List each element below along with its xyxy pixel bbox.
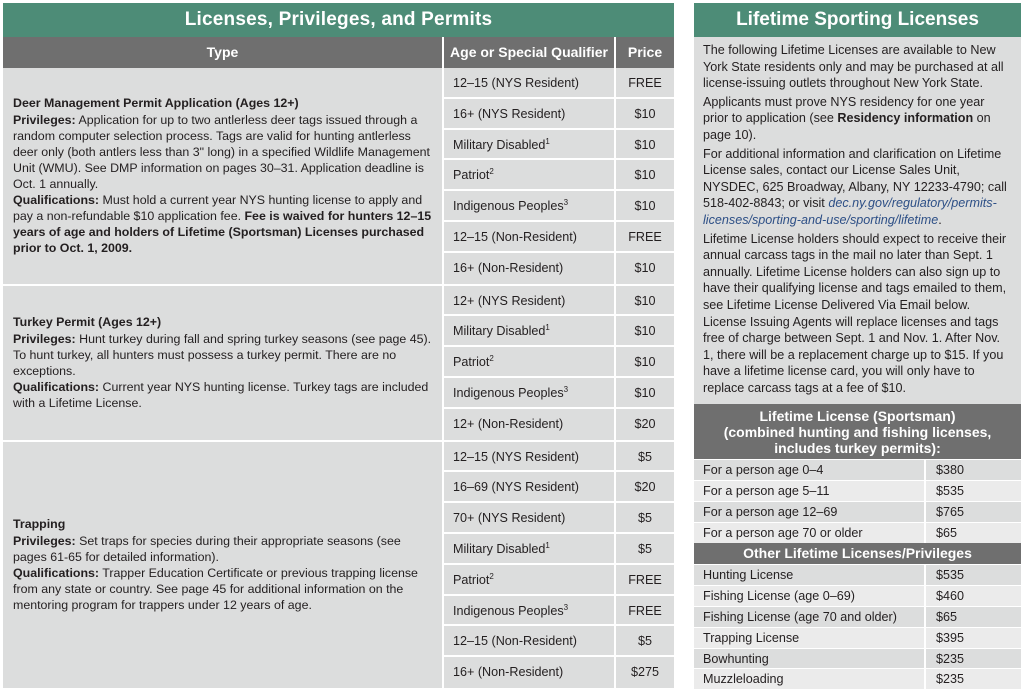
license-label: For a person age 12–69 [694,502,926,522]
table-row [444,378,674,409]
footnote-marker: 1 [545,540,550,550]
other-licenses-header: Other Lifetime Licenses/Privileges [694,543,1021,564]
table-row [444,99,674,130]
footnote-marker: 2 [489,167,494,177]
price: $20 [634,480,656,495]
price: FREE [628,76,662,90]
table-row [444,534,674,565]
price: $5 [637,634,652,649]
age-qualifier: 12–15 (NYS Resident) [444,442,616,471]
list-item [694,459,1021,480]
table-row [444,160,674,191]
sportsman-price-list [694,459,1021,543]
footnote-marker: 3 [563,198,569,207]
age-qualifier: Indigenous Peoples$^3$ [444,378,616,407]
info-paragraph-contact: For additional information and clarification on Lifetime License sales, contact our License Sales Unit, NYSDEC, 625 Broadway, Albany, NY 12233-4790; call 518-402-8843; or visit dec.ny.gov/regulatory/permits-licenses/sporting-and-use/sporting/lifetime. [703,146,1007,227]
license-price: $380 [936,463,965,478]
age-qualifier: Patriot$^2$ [444,565,616,594]
age-qualifier: 12+ (NYS Resident) [444,286,616,315]
table-row [444,130,674,161]
lifetime-info-text [694,37,1021,404]
price: FREE [628,229,662,244]
price: $10 [634,293,656,308]
age-qualifier: 16+ (Non-Resident) [444,657,616,688]
qualifier-rows [444,442,674,688]
license-name: Turkey Permit (Ages 12+) [13,315,162,330]
license-name: Deer Management Permit Application (Ages 12+) [13,96,299,111]
license-qualifications: Qualifications: Must hold a current year NYS hunting license to apply and pay a non-refundable $10 application fee. Fee is waived for hunters 12–15 years of age and holders of Lifetime (Sportsman) Licenses purchased prior to Oct. 1, 2009. [13,193,432,256]
age-qualifier: Military Disabled$^1$ [444,130,616,159]
age-qualifier: 70+ (NYS Resident) [444,503,616,532]
sportsman-license-header: Lifetime License (Sportsman) (combined hunting and fishing licenses, includes turkey permits): [694,404,1021,459]
price: $5 [637,541,652,556]
license-qualifications: Qualifications: Current year NYS hunting license. Turkey tags are included with a Lifetime License. [13,380,429,411]
list-item [694,648,1021,669]
license-price: $65 [936,609,958,624]
license-price: $65 [936,526,958,541]
price: $10 [634,355,656,370]
lifetime-licenses-panel [694,3,1021,689]
license-label: Muzzleloading [694,669,926,689]
age-qualifier: 16–69 (NYS Resident) [444,472,616,501]
licenses-table-panel [3,3,674,688]
price: $20 [634,416,656,431]
table-row [444,657,674,688]
list-item [694,480,1021,501]
table-row [444,68,674,99]
license-description [3,68,444,284]
info-paragraph-residency: Applicants must prove NYS residency for one year prior to application (see Residency information on page 10). [703,94,991,142]
table-row [444,442,674,473]
age-qualifier: 12–15 (Non-Resident) [444,626,616,655]
age-qualifier: Indigenous Peoples$^3$ [444,596,616,625]
list-item [694,501,1021,522]
licenses-table-header [3,37,674,68]
table-row [444,503,674,534]
age-qualifier: 12–15 (NYS Resident) [444,68,616,97]
license-privileges: Privileges: Set traps for species during their appropriate seasons (see pages 61-65 for detailed information). [13,534,401,565]
list-item [694,668,1021,689]
price: $5 [637,449,652,464]
info-paragraph-availability: The following Lifetime Licenses are available to New York State residents only and may be purchased at all license-issuing outlets throughout New York State. [703,43,1004,91]
license-price: $535 [936,484,965,499]
price: $5 [637,511,652,526]
residency-info-ref: Residency information [837,111,974,126]
qualifier-rows [444,68,674,284]
license-label: For a person age 0–4 [694,460,926,480]
table-row [444,191,674,222]
footnote-marker: 2 [489,353,494,363]
table-row [444,565,674,596]
price: FREE [628,572,662,587]
license-label: Fishing License (age 0–69) [694,586,926,606]
column-header-price: Price [627,44,663,60]
column-header-age: Age or Special Qualifier [444,37,616,68]
info-paragraph-tags: Lifetime License holders should expect to receive their annual carcass tags in the mail no later than Sept. 1 annually. Lifetime License holders can also sign up to have their qualifying license and tags emailed to them, see Lifetime License Delivered Via Email below. License Issuing Agents will replace licenses and tags free of charge between Sept. 1 and Nov. 1. After Nov. 1, there will be a replacement charge up to $15. If you have a lifetime license card, you will only have to replace carcass tags at a fee of $10. [703,231,1007,395]
license-group [3,284,674,440]
license-label: Bowhunting [694,649,926,669]
license-price: $535 [936,568,965,583]
license-qualifications: Qualifications: Trapper Education Certificate or previous trapping license from any state or country. See page 45 for additional information on the mentoring program for trappers under 12 years of age. [13,566,418,613]
price: $10 [634,260,656,275]
footnote-marker: 3 [563,384,569,394]
license-group [3,68,674,284]
price: $10 [634,199,656,214]
license-price: $765 [936,505,965,520]
table-row [444,596,674,627]
licenses-table-title: Licenses, Privileges, and Permits [3,3,674,37]
table-row [444,316,674,347]
license-label: Trapping License [694,628,926,648]
table-row [444,286,674,317]
table-row [444,222,674,253]
license-price: $235 [936,651,965,666]
column-header-type: Type [3,37,444,68]
list-item [694,522,1021,543]
license-description [3,442,444,688]
age-qualifier: 16+ (NYS Resident) [444,99,616,128]
age-qualifier: Military Disabled$^1$ [444,316,616,345]
license-label: For a person age 5–11 [694,481,926,501]
lifetime-licenses-title: Lifetime Sporting Licenses [694,3,1021,37]
age-qualifier: Indigenous Peoples$^3$ [444,191,616,220]
license-label: Hunting License [694,565,926,585]
age-qualifier: 12–15 (Non-Resident) [444,222,616,251]
license-price: $460 [936,588,965,603]
price: FREE [628,603,662,618]
other-licenses-price-list [694,564,1021,689]
license-name: Trapping [13,517,66,532]
footnote-marker: 1 [545,323,550,333]
list-item [694,606,1021,627]
footnote-marker: 3 [563,602,569,612]
price: $10 [634,168,656,183]
price: $10 [634,106,656,121]
age-qualifier: Military Disabled$^1$ [444,534,616,563]
price: $10 [634,324,656,339]
age-qualifier: 12+ (Non-Resident) [444,409,616,440]
table-row [444,347,674,378]
license-price: $235 [936,672,965,687]
list-item [694,585,1021,606]
license-label: For a person age 70 or older [694,523,926,543]
list-item [694,627,1021,648]
license-privileges: Privileges: Application for up to two antlerless deer tags issued through a random computer selection process. Tags are valid for hunting antlerless deer only (both antlers less than 3" long) in a specified Wildlife Management Unit (WMU). See DMP information on pages 30–31. Application deadline is Oct. 1 annually. [13,113,430,192]
table-row [444,253,674,284]
license-group [3,440,674,688]
price: $10 [634,137,656,152]
list-item [694,564,1021,585]
age-qualifier: 16+ (Non-Resident) [444,253,616,284]
license-description [3,286,444,440]
license-privileges: Privileges: Hunt turkey during fall and spring turkey seasons (see page 45). To hunt turkey, all hunters must possess a turkey permit. There are no exceptions. [13,332,432,379]
table-row [444,472,674,503]
footnote-marker: 1 [545,136,550,146]
price: $275 [630,665,660,680]
qualifier-rows [444,286,674,440]
license-label: Fishing License (age 70 and older) [694,607,926,627]
table-row [444,626,674,657]
license-price: $395 [936,630,965,645]
price: $10 [634,385,656,400]
age-qualifier: Patriot$^2$ [444,347,616,376]
footnote-marker: 2 [489,571,494,581]
lifetime-info-link[interactable]: dec.ny.gov/regulatory/permits-licenses/sporting-and-use/sporting/lifetime [703,196,997,227]
age-qualifier: Patriot$^2$ [444,160,616,189]
license-groups [3,68,674,688]
table-row [444,409,674,440]
